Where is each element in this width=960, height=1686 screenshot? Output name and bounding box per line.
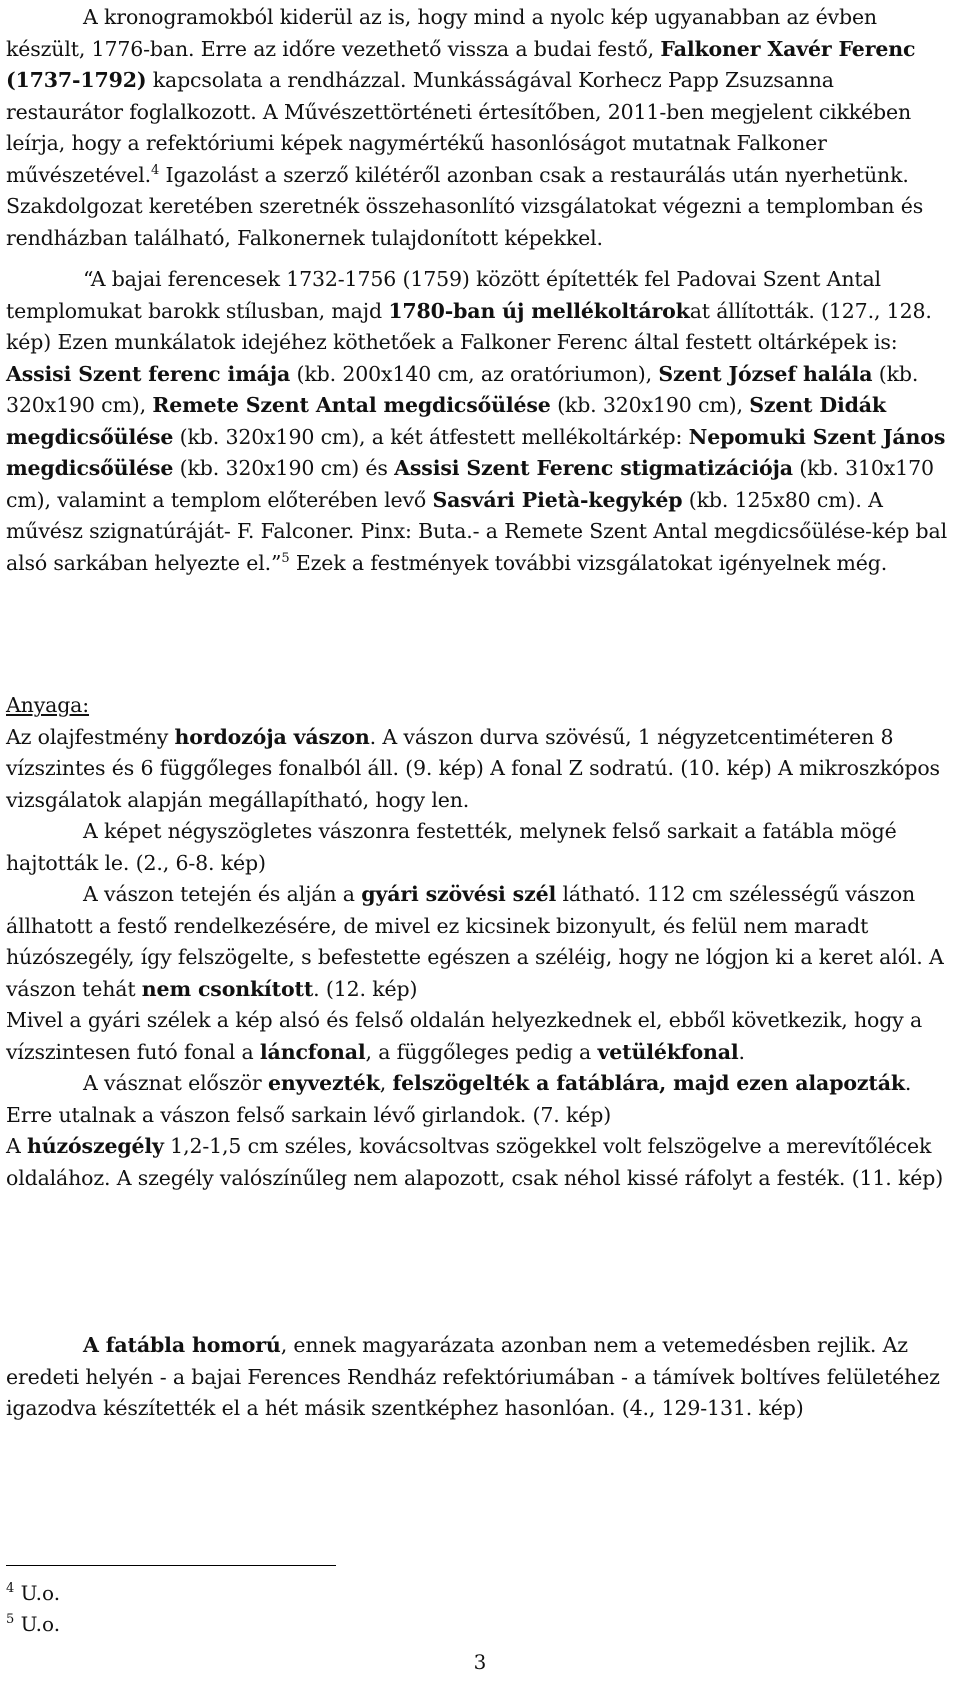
bold-text: Szent Didák megdicsőülése — [6, 393, 886, 449]
text-run: . Erre utalnak a vászon felső sarkain lévő girlandok. (7. kép) — [6, 1071, 912, 1127]
text-run: . — [738, 1039, 745, 1064]
bold-text: Sasvári Pietà-kegykép — [432, 487, 683, 512]
text-run: (kb. 320x190 cm), — [550, 393, 750, 417]
text-run: kapcsolata a rendházzal. Munkásságával Korhecz Papp Zsuzsanna restaurátor foglalkozott. A Művészettörténeti értesítőben, 2011-ben megjelent cikkében leírja, hogy a refektóriumi képek nagymértékű hasonlóságot mutatnak Falkoner művészetével. — [6, 68, 912, 187]
paragraph-quote — [6, 264, 954, 579]
text-run: (kb. 310x170 cm), valamint a templom előterében levő — [6, 456, 934, 512]
text-run: , a függőleges pedig a — [365, 1039, 598, 1064]
text-run: . (12. kép) — [313, 976, 418, 1001]
bold-text: enyvezték — [267, 1071, 380, 1095]
bold-text: vetülékfonal — [597, 1039, 739, 1064]
bold-text: húzószegély — [27, 1134, 164, 1158]
paragraph: A képet négyszögletes vászonra festették, melynek felső sarkait a fatábla mögé hajtották le. (2., 6-8. kép) — [6, 819, 897, 875]
footnote-number: 4 — [6, 1581, 15, 1596]
bold-text: 1780-ban új mellékoltárok — [388, 298, 690, 323]
text-run: A kronogramokból kiderül az is, hogy mind a nyolc kép ugyanabban az évben készült, 1776-ban. Erre az időre vezethető vissza a budai festő, — [6, 5, 877, 61]
footnote-ref[interactable]: 4 — [151, 162, 160, 178]
text-run: A vászon tetején és alján a — [83, 882, 362, 906]
text-run: “A bajai ferencesek 1732-1756 (1759) között építették fel Padovai Szent Antal templomukat barokk stílusban, majd — [6, 267, 881, 323]
text-run: . A vászon durva szövésű, 1 négyzetcentiméteren 8 vízszintes és 6 függőleges fonalból áll. (9. kép) A fonal Z sodratú. (10. kép) A mikroszkópos vizsgálatok alapján megállapítható, hogy len. — [6, 724, 940, 812]
text-run: , — [379, 1071, 393, 1095]
bold-text: Assisi Szent Ferenc stigmatizációja — [394, 456, 793, 480]
text-run: (kb. 125x80 cm). A művész szignatúráját- F. Falconer. Pinx: Buta.- a Remete Szent Antal megdicsőülése-kép bal alsó sarkában helyezte el.” — [6, 487, 947, 575]
footnote-number: 5 — [6, 1612, 15, 1627]
footnotes — [6, 1578, 606, 1640]
footnote — [6, 1609, 606, 1640]
text-run: Igazolást a szerző kilétéről azonban csak a restaurálás után nyerhetünk. Szakdolgozat keretében szeretnék összehasonlító vizsgálatokat végezni a templomban és rendházban található, Falkonernek tulajdonított képekkel. — [6, 162, 924, 250]
text-run: (kb. 320x190 cm) és — [173, 456, 395, 480]
bold-text: gyári szövési szél — [361, 882, 557, 906]
bold-text: láncfonal — [259, 1039, 366, 1064]
bold-text: Assisi Szent ferenc imája — [6, 361, 291, 386]
footnote-text: U.o. — [14, 1612, 61, 1636]
footnote-separator — [6, 1565, 336, 1566]
paragraph — [6, 1005, 954, 1068]
paragraph — [6, 1131, 954, 1194]
text-run: , ennek magyarázata azonban nem a vetemedésben rejlik. Az eredeti helyén - a bajai Ferences Rendház refektóriumában - a támívek boltíves felületéhez igazodva készítették el a hét másik szentképhez hasonlóan. (4., 129-131. kép) — [6, 1333, 940, 1420]
paragraph-falkoner — [6, 2, 954, 254]
paragraph — [6, 722, 954, 817]
paragraph — [6, 879, 954, 1005]
text-run: (kb. 320x190 cm), — [6, 361, 919, 417]
text-run: A vásznat először — [83, 1071, 268, 1095]
bold-text: nem csonkított — [141, 976, 314, 1001]
bold-text: Nepomuki Szent János megdicsőülése — [6, 424, 946, 480]
text-run: A — [6, 1134, 28, 1158]
text-run: (kb. 200x140 cm, az oratóriumon), — [290, 361, 659, 386]
text-run: (kb. 320x190 cm), a két átfestett mellékoltárkép: — [173, 424, 689, 449]
text-run: Ezek a festmények további vizsgálatokat igényelnek még. — [289, 550, 888, 575]
footnote-ref[interactable]: 5 — [281, 550, 290, 566]
text-run: Az olajfestmény — [6, 724, 175, 749]
section-heading: Anyaga: — [6, 693, 90, 717]
bold-text: Remete Szent Antal megdicsőülése — [152, 393, 551, 417]
page-number: 3 — [473, 1650, 487, 1674]
paragraph-fatabla — [6, 1330, 954, 1425]
bold-text: Falkoner Xavér Ferenc (1737-1792) — [6, 36, 916, 92]
footnote-text: U.o. — [14, 1581, 61, 1605]
text-run: at állították. (127., 128. kép) Ezen munkálatok idejéhez köthetőek a Falkoner Ferenc által festett oltárképek is: — [6, 298, 932, 354]
text-run: Mivel a gyári szélek a kép alsó és felső oldalán helyezkednek el, ebből következik, hogy a vízszintesen futó fonal a — [6, 1008, 923, 1064]
bold-text: hordozója vászon — [174, 724, 370, 749]
text-run: 1,2-1,5 cm széles, kovácsoltvas szögekkel volt felszögelve a merevítőlécek oldalához. A szegély valószínűleg nem alapozott, csak néhol kissé ráfolyt a festék. (11. kép) — [6, 1134, 944, 1190]
bold-text: Szent József halála — [658, 361, 873, 386]
section-anyaga — [6, 690, 954, 1194]
paragraph — [6, 1068, 954, 1131]
bold-text: felszögelték a fatáblára, majd ezen alapozták — [392, 1071, 905, 1095]
text-run: látható. 112 cm szélességű vászon állhatott a festő rendelkezésére, de mivel ez kicsinek bizonyult, és felül nem maradt húzószegély, így felszögelte, s befestette egészen a széléig, hogy ne lógjon ki a keret alól. A vászon tehát — [6, 882, 944, 1001]
footnote — [6, 1578, 606, 1609]
bold-text: A fatábla homorú — [83, 1333, 281, 1357]
